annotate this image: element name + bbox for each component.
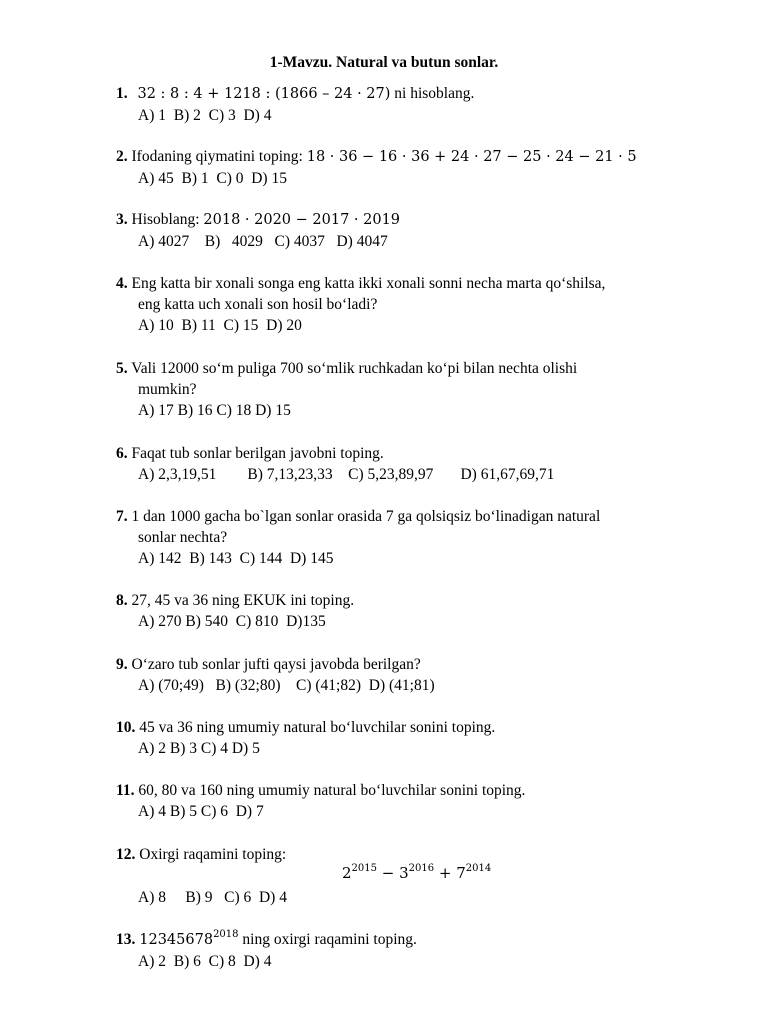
question-expression: 2018 · 2020 − 2017 · 2019 (203, 212, 401, 228)
question-stem (116, 780, 716, 801)
question-7 (116, 506, 716, 569)
question-number: 13. (116, 931, 136, 948)
question-stem (116, 506, 716, 548)
question-text: ni hisoblang. (390, 85, 475, 102)
formula-exponent: 2015 (351, 863, 377, 874)
question-expression: 18 · 36 − 16 · 36 + 24 · 27 − 25 · 24 − 21 · 5 (306, 149, 637, 165)
question-5 (116, 358, 716, 421)
question-text: 45 va 36 ning umumiy natural bo‘luvchilar sonini toping. (135, 719, 496, 736)
question-stem (116, 146, 716, 168)
question-text: Eng katta bir xonali songa eng katta ikki xonali sonni necha marta qo‘shilsa, (127, 275, 606, 292)
answer-options: A) 270 B) 540 C) 810 D)135 (138, 613, 326, 630)
question-expression (139, 929, 239, 948)
answer-options: A) 17 B) 16 C) 18 D) 15 (138, 402, 291, 419)
formula-operator: − (377, 864, 400, 882)
question-text: O‘zaro tub sonlar jufti qaysi javobda berilgan? (127, 656, 421, 673)
formula-base: 2 (342, 864, 352, 882)
question-1 (116, 83, 716, 126)
question-number: 8. (116, 592, 128, 609)
question-number: 7. (116, 508, 128, 525)
question-stem (116, 83, 716, 105)
formula-exponent: 2014 (465, 863, 492, 874)
expression-exponent: 2018 (213, 929, 239, 940)
question-10 (116, 717, 716, 759)
question-3 (116, 209, 716, 252)
question-stem (116, 929, 716, 951)
question-number: 3. (116, 211, 128, 228)
question-2 (116, 146, 716, 189)
question-number: 1. (116, 85, 128, 102)
question-stem (116, 209, 716, 231)
answer-options: A) 4 B) 5 C) 6 D) 7 (138, 803, 264, 820)
question-number: 6. (116, 445, 128, 462)
answer-options: A) 2 B) 3 C) 4 D) 5 (138, 740, 260, 757)
formula-base: 7 (456, 864, 466, 882)
question-text: 1 dan 1000 gacha bo`lgan sonlar orasida 7 ga qolsiqsiz bo‘linadigan natural (127, 508, 601, 525)
question-text: 60, 80 va 160 ning umumiy natural bo‘luvchilar sonini toping. (134, 782, 526, 799)
question-stem (116, 590, 716, 611)
question-12-formula (342, 863, 491, 884)
answer-options: A) (70;49) B) (32;80) C) (41;82) D) (41;81) (138, 677, 435, 694)
question-number: 4. (116, 275, 128, 292)
question-stem (116, 844, 716, 865)
question-4 (116, 273, 716, 336)
question-text: 27, 45 va 36 ning EKUK ini toping. (127, 592, 355, 609)
question-text-continued: sonlar nechta? (138, 529, 228, 546)
answer-options: A) 2 B) 6 C) 8 D) 4 (138, 953, 272, 970)
page-title: 1-Mavzu. Natural va butun sonlar. (269, 54, 499, 71)
question-text: Vali 12000 so‘m puliga 700 so‘mlik ruchkadan ko‘pi bilan nechta olishi (127, 360, 578, 377)
question-11 (116, 780, 716, 822)
answer-options: A) 8 B) 9 C) 6 D) 4 (138, 889, 287, 906)
question-text: Oxirgi raqamini toping: (135, 846, 287, 863)
question-number: 11. (116, 782, 135, 799)
answer-options: A) 45 B) 1 C) 0 D) 15 (138, 170, 287, 187)
question-number: 5. (116, 360, 128, 377)
question-13 (116, 929, 716, 972)
question-6 (116, 443, 716, 485)
question-8 (116, 590, 716, 632)
answer-options: A) 2,3,19,51 B) 7,13,23,33 C) 5,23,89,97 D) 61,67,69,71 (138, 466, 555, 483)
question-stem (116, 717, 716, 738)
answer-options: A) 10 B) 11 C) 15 D) 20 (138, 317, 302, 334)
question-text: ning oxirgi raqamini toping. (238, 931, 417, 948)
question-text: Hisoblang: (127, 211, 204, 228)
question-stem (116, 443, 716, 464)
question-stem (116, 358, 716, 400)
question-number: 2. (116, 148, 128, 165)
question-stem (116, 654, 716, 675)
question-text-continued: mumkin? (138, 381, 197, 398)
question-number: 10. (116, 719, 136, 736)
answer-options: A) 4027 B) 4029 C) 4037 D) 4047 (138, 233, 388, 250)
formula-operator: + (434, 864, 457, 882)
question-9 (116, 654, 716, 696)
question-text: Ifodaning qiymatini toping: (127, 148, 307, 165)
question-text-continued: eng katta uch xonali son hosil bo‘ladi? (138, 296, 378, 313)
formula-exponent: 2016 (408, 863, 435, 874)
question-number: 9. (116, 656, 128, 673)
question-stem (116, 273, 716, 315)
answer-options: A) 142 B) 143 C) 144 D) 145 (138, 550, 334, 567)
answer-options: A) 1 B) 2 C) 3 D) 4 (138, 107, 272, 124)
question-expression: 32 : 8 : 4 + 1218 : (1866 – 24 · 27) (137, 86, 391, 102)
expression-base: 12345678 (139, 932, 214, 948)
question-text: Faqat tub sonlar berilgan javobni toping. (127, 445, 384, 462)
question-number: 12. (116, 846, 136, 863)
formula-base: 3 (399, 864, 409, 882)
